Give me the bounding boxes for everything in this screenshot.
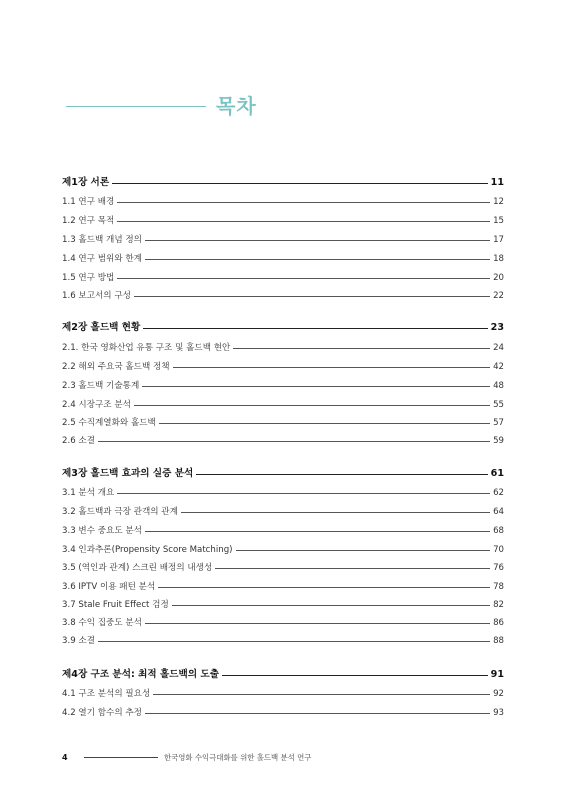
toc-entry-label: 3.6 IPTV 이용 패턴 분석 <box>62 582 156 592</box>
toc-entry-page: 91 <box>490 669 504 680</box>
toc-section-entry[interactable] <box>62 486 504 500</box>
toc-leader-line <box>117 278 490 279</box>
toc-leader-line <box>117 202 490 203</box>
toc-entry-page: 18 <box>493 254 504 264</box>
toc-entry-label: 2.6 소결 <box>62 436 96 446</box>
toc-entry-page: 70 <box>493 545 504 555</box>
toc-section-entry[interactable] <box>62 505 504 519</box>
toc-chapter-entry[interactable] <box>62 176 504 190</box>
toc-entry-page: 62 <box>493 488 504 498</box>
footer-page-number: 4 <box>62 752 68 762</box>
toc-section-entry[interactable] <box>62 398 504 412</box>
footer-title: 한국영화 수익극대화를 위한 홀드백 분석 연구 <box>164 752 312 762</box>
toc-section-entry[interactable] <box>62 214 504 228</box>
toc-entry-label: 제4장 구조 분석: 최적 홀드백의 도출 <box>62 669 219 680</box>
toc-entry-page: 76 <box>493 563 504 573</box>
toc-section-entry[interactable] <box>62 706 504 720</box>
toc-leader-line <box>196 474 487 475</box>
toc-entry-page: 42 <box>493 362 504 372</box>
toc-leader-line <box>134 405 490 406</box>
toc-section-entry[interactable] <box>62 233 504 247</box>
toc-leader-line <box>159 423 490 424</box>
toc-leader-line <box>117 221 490 222</box>
toc-entry-label: 3.4 인과추론(Propensity Score Matching) <box>62 545 233 555</box>
toc-entry-page: 61 <box>490 468 504 479</box>
toc-entry-page: 23 <box>490 322 504 333</box>
toc-leader-line <box>145 713 490 714</box>
toc-chapter-entry[interactable] <box>62 321 504 335</box>
toc-entry-label: 3.9 소결 <box>62 636 96 646</box>
toc-entry-label: 1.6 보고서의 구성 <box>62 291 131 301</box>
title-rule <box>66 106 206 107</box>
toc-leader-line <box>158 587 490 588</box>
toc-leader-line <box>153 694 490 695</box>
toc-entry-page: 68 <box>493 526 504 536</box>
toc-entry-label: 제1장 서론 <box>62 177 110 188</box>
toc-section-entry[interactable] <box>62 598 504 612</box>
page-footer <box>62 750 502 764</box>
toc-entry-label: 3.2 홀드백과 극장 관객의 관계 <box>62 507 178 517</box>
toc-entry-page: 93 <box>493 708 504 718</box>
toc-leader-line <box>145 259 490 260</box>
toc-entry-page: 24 <box>493 343 504 353</box>
toc-entry-page: 86 <box>493 618 504 628</box>
toc-entry-label: 3.7 Stale Fruit Effect 검정 <box>62 600 169 610</box>
toc-entry-page: 20 <box>493 273 504 283</box>
toc-entry-page: 88 <box>493 636 504 646</box>
toc-entry-label: 1.1 연구 배경 <box>62 197 115 207</box>
toc-chapter-entry[interactable] <box>62 668 504 682</box>
toc-entry-label: 4.1 구조 분석의 필요성 <box>62 689 151 699</box>
toc-entry-page: 22 <box>493 291 504 301</box>
toc-section-entry[interactable] <box>62 561 504 575</box>
toc-entry-label: 제2장 홀드백 현황 <box>62 322 141 333</box>
toc-section-entry[interactable] <box>62 634 504 648</box>
toc-entry-page: 17 <box>493 235 504 245</box>
toc-entry-page: 92 <box>493 689 504 699</box>
toc-leader-line <box>181 512 490 513</box>
toc-leader-line <box>215 568 490 569</box>
toc-entry-label: 1.5 연구 방법 <box>62 273 115 283</box>
toc-entry-label: 4.2 열기 함수의 추정 <box>62 708 142 718</box>
toc-leader-line <box>117 493 490 494</box>
toc-chapter-entry[interactable] <box>62 467 504 481</box>
toc-entry-label: 2.4 시장구조 분석 <box>62 400 131 410</box>
toc-entry-page: 15 <box>493 216 504 226</box>
toc-leader-line <box>233 348 490 349</box>
toc-entry-label: 1.3 홀드백 개념 정의 <box>62 235 142 245</box>
toc-section-entry[interactable] <box>62 195 504 209</box>
toc-entry-label: 1.4 연구 범위와 한계 <box>62 254 142 264</box>
toc-section-entry[interactable] <box>62 543 504 557</box>
toc-section-entry[interactable] <box>62 341 504 355</box>
toc-leader-line <box>173 367 490 368</box>
toc-entry-page: 12 <box>493 197 504 207</box>
toc-entry-page: 48 <box>493 381 504 391</box>
toc-leader-line <box>98 441 490 442</box>
toc-leader-line <box>145 531 490 532</box>
toc-entry-label: 3.3 변수 중요도 분석 <box>62 526 142 536</box>
toc-section-entry[interactable] <box>62 252 504 266</box>
toc-section-entry[interactable] <box>62 616 504 630</box>
toc-leader-line <box>143 328 487 329</box>
toc-leader-line <box>142 386 490 387</box>
toc-section-entry[interactable] <box>62 271 504 285</box>
toc-section-entry[interactable] <box>62 524 504 538</box>
toc-entry-page: 59 <box>493 436 504 446</box>
toc-leader-line <box>222 675 488 676</box>
toc-section-entry[interactable] <box>62 687 504 701</box>
toc-section-entry[interactable] <box>62 416 504 430</box>
toc-leader-line <box>134 296 490 297</box>
toc-entry-label: 제3장 홀드백 효과의 실증 분석 <box>62 468 194 479</box>
toc-entry-page: 64 <box>493 507 504 517</box>
toc-entry-label: 3.5 (역인과 관계) 스크린 배정의 내생성 <box>62 563 213 573</box>
toc-leader-line <box>145 240 490 241</box>
toc-entry-label: 2.5 수직계열화와 홀드백 <box>62 418 156 428</box>
toc-entry-page: 57 <box>493 418 504 428</box>
toc-leader-line <box>98 641 490 642</box>
toc-entry-label: 1.2 연구 목적 <box>62 216 115 226</box>
page-title: 목차 <box>216 94 257 118</box>
toc-entry-label: 2.2 해외 주요국 홀드백 정책 <box>62 362 170 372</box>
footer-rule <box>84 757 158 758</box>
toc-section-entry[interactable] <box>62 580 504 594</box>
toc-entry-label: 2.1. 한국 영화산업 유통 구조 및 홀드백 현안 <box>62 343 231 353</box>
toc-entry-page: 82 <box>493 600 504 610</box>
toc-entry-label: 3.1 분석 개요 <box>62 488 115 498</box>
toc-entry-label: 3.8 수익 집중도 분석 <box>62 618 142 628</box>
toc-entry-page: 78 <box>493 582 504 592</box>
toc-section-entry[interactable] <box>62 289 504 303</box>
toc-section-entry[interactable] <box>62 379 504 393</box>
toc-entry-page: 11 <box>490 177 504 188</box>
toc-entry-label: 2.3 홀드백 기술통계 <box>62 381 140 391</box>
toc-section-entry[interactable] <box>62 434 504 448</box>
toc-leader-line <box>112 183 488 184</box>
toc-leader-line <box>145 623 490 624</box>
toc-leader-line <box>236 550 491 551</box>
toc-entry-page: 55 <box>493 400 504 410</box>
toc-leader-line <box>172 605 490 606</box>
toc-section-entry[interactable] <box>62 360 504 374</box>
